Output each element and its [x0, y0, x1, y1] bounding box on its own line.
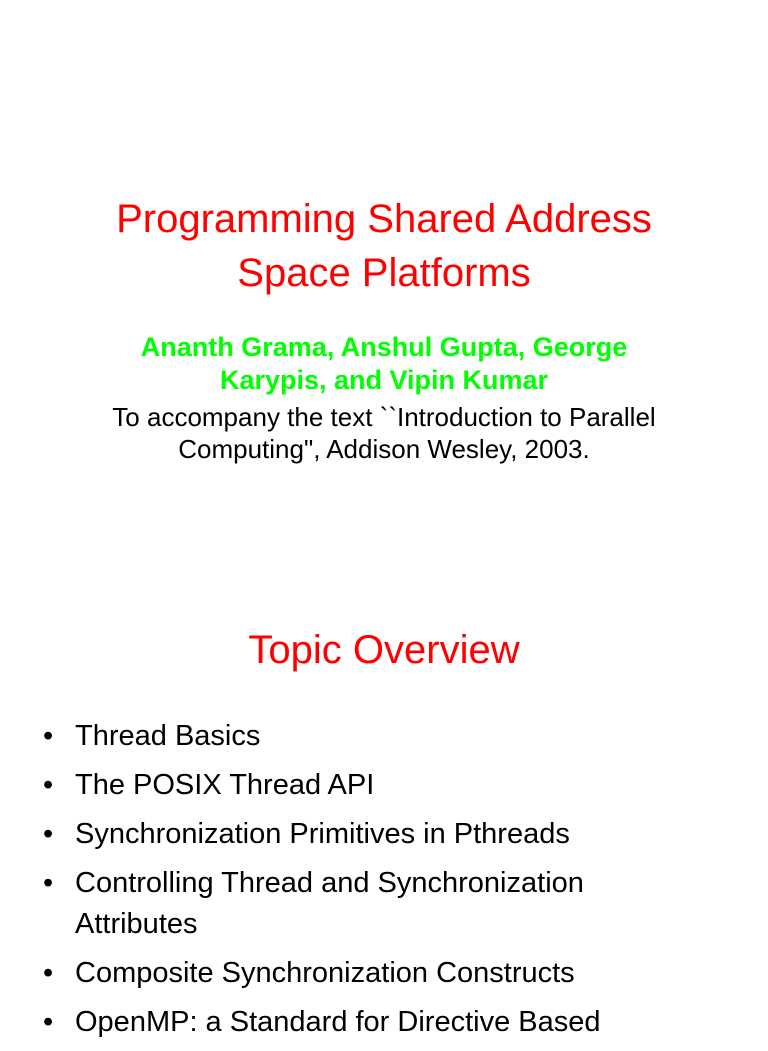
topic-text: Synchronization Primitives in Pthreads — [75, 818, 570, 850]
subtitle-line: To accompany the text ``Introduction to Parallel — [112, 402, 656, 432]
bullet-icon: • — [43, 769, 54, 801]
list-item — [0, 716, 768, 757]
bullet-icon: • — [43, 867, 54, 899]
list-item — [0, 863, 768, 945]
slide-subtitle — [0, 401, 768, 465]
topic-text: The POSIX Thread API — [75, 769, 375, 801]
author-list — [0, 331, 768, 397]
bullet-icon: • — [43, 1006, 54, 1038]
topic-text: OpenMP: a Standard for Directive Based — [75, 1006, 601, 1038]
author-line: Ananth Grama, Anshul Gupta, George — [140, 332, 628, 362]
topic-text: Controlling Thread and Synchronization — [75, 867, 584, 899]
bullet-icon: • — [43, 720, 54, 752]
topic-list — [0, 716, 768, 1051]
topic-text: Composite Synchronization Constructs — [75, 957, 575, 989]
author-line: Karypis, and Vipin Kumar — [219, 365, 549, 395]
bullet-icon: • — [43, 957, 54, 989]
list-item — [0, 953, 768, 994]
slide-title — [0, 192, 768, 300]
list-item — [0, 814, 768, 855]
section-title: Topic Overview — [248, 628, 520, 672]
list-item — [0, 1002, 768, 1043]
topic-text-continued: Attributes — [75, 908, 198, 940]
topic-text: Thread Basics — [75, 720, 261, 752]
slide-title-line: Space Platforms — [237, 251, 531, 295]
bullet-icon: • — [43, 818, 54, 850]
slide-title-line: Programming Shared Address — [116, 197, 652, 241]
list-item — [0, 765, 768, 806]
subtitle-line: Computing", Addison Wesley, 2003. — [178, 434, 590, 464]
